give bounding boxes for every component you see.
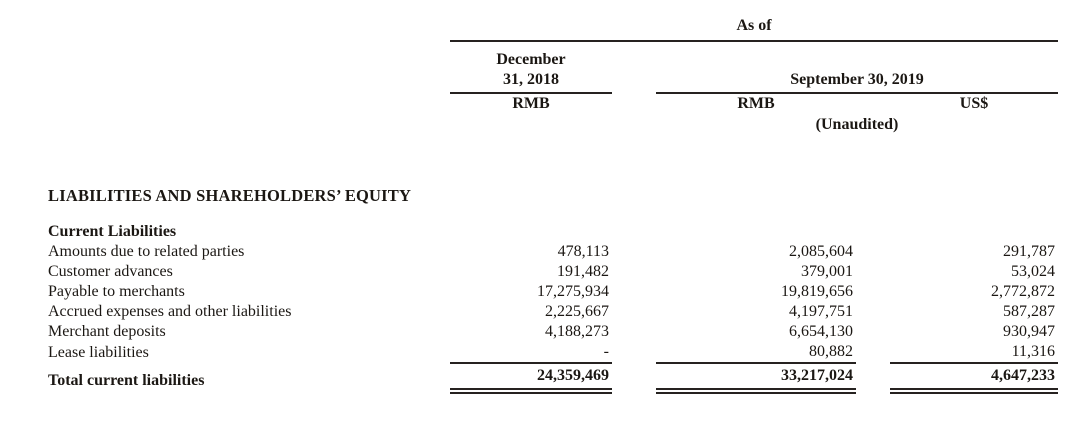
row-label: Merchant deposits	[48, 323, 166, 340]
header-spacer	[48, 41, 450, 93]
column-gap	[856, 342, 890, 363]
value-sep2019-usd: 53,024	[1011, 263, 1056, 280]
header-spacer	[48, 12, 450, 41]
table-row	[48, 302, 1058, 322]
value-sep2019-usd: 291,787	[1003, 243, 1056, 260]
row-label: Payable to merchants	[48, 283, 185, 300]
header-row-currencies	[48, 93, 1058, 114]
value-dec2018-rmb: 2,225,667	[545, 303, 609, 320]
column-gap	[612, 93, 656, 114]
column-gap	[856, 93, 890, 114]
column-gap	[612, 262, 656, 282]
header-spacer	[48, 93, 450, 114]
total-dec2018-rmb: 24,359,469	[450, 363, 612, 391]
total-sep2019-usd: 4,647,233	[890, 363, 1058, 391]
period-dec-line1: December	[496, 51, 566, 68]
section-title: LIABILITIES AND SHAREHOLDERS’ EQUITY	[48, 186, 412, 205]
balance-sheet-table	[48, 12, 1058, 394]
value-sep2019-rmb: 19,819,656	[781, 283, 853, 300]
header-row-unaudited	[48, 114, 1058, 136]
value-sep2019-usd: 11,316	[890, 342, 1058, 363]
period-dec-31-2018	[450, 41, 612, 93]
table-row	[48, 282, 1058, 302]
value-dec2018-rmb: 191,482	[557, 263, 609, 280]
column-gap	[612, 282, 656, 302]
column-gap	[856, 363, 890, 391]
value-dec2018-rmb: -	[450, 342, 612, 363]
table-row	[48, 262, 1058, 282]
column-gap	[612, 342, 656, 363]
value-sep2019-usd: 930,947	[1003, 323, 1056, 340]
vertical-spacer	[48, 206, 1058, 222]
row-label: Accrued expenses and other liabilities	[48, 303, 292, 320]
total-sep2019-rmb: 33,217,024	[656, 363, 856, 391]
header-row-periods	[48, 41, 1058, 93]
subsection-title-row	[48, 222, 1058, 242]
column-gap	[612, 242, 656, 262]
value-sep2019-rmb: 80,882	[656, 342, 856, 363]
row-label: Customer advances	[48, 263, 173, 280]
value-dec2018-rmb: 4,188,273	[545, 323, 609, 340]
as-of-header: As of	[450, 12, 1058, 41]
currency-rmb-sep2019: RMB	[737, 95, 775, 112]
table-row	[48, 322, 1058, 342]
currency-usd-sep2019: US$	[959, 95, 989, 112]
value-sep2019-rmb: 2,085,604	[789, 243, 853, 260]
period-sep-30-2019: September 30, 2019	[656, 41, 1058, 93]
header-row-as-of	[48, 12, 1058, 41]
currency-rmb-dec2018: RMB	[512, 95, 550, 112]
column-gap	[612, 322, 656, 342]
unaudited-note: (Unaudited)	[815, 116, 899, 133]
column-gap	[856, 302, 890, 322]
header-spacer	[48, 114, 656, 136]
row-label: Amounts due to related parties	[48, 243, 245, 260]
value-sep2019-usd: 587,287	[1003, 303, 1056, 320]
column-gap	[612, 302, 656, 322]
value-sep2019-usd: 2,772,872	[991, 283, 1056, 300]
column-gap	[856, 242, 890, 262]
value-dec2018-rmb: 478,113	[557, 243, 609, 260]
total-row-label: Total current liabilities	[48, 372, 205, 389]
value-dec2018-rmb: 17,275,934	[537, 283, 609, 300]
period-dec-line2: 31, 2018	[503, 71, 559, 88]
row-label: Lease liabilities	[48, 344, 149, 361]
value-sep2019-rmb: 6,654,130	[789, 323, 853, 340]
column-gap	[856, 262, 890, 282]
section-title-row	[48, 186, 1058, 206]
subsection-title: Current Liabilities	[48, 223, 177, 240]
table-row	[48, 342, 1058, 363]
column-gap	[612, 363, 656, 391]
value-sep2019-rmb: 4,197,751	[789, 303, 853, 320]
column-gap	[856, 282, 890, 302]
column-gap	[612, 41, 656, 93]
column-gap	[856, 322, 890, 342]
table-row	[48, 242, 1058, 262]
vertical-spacer	[48, 136, 1058, 186]
value-sep2019-rmb: 379,001	[801, 263, 853, 280]
total-row	[48, 363, 1058, 391]
